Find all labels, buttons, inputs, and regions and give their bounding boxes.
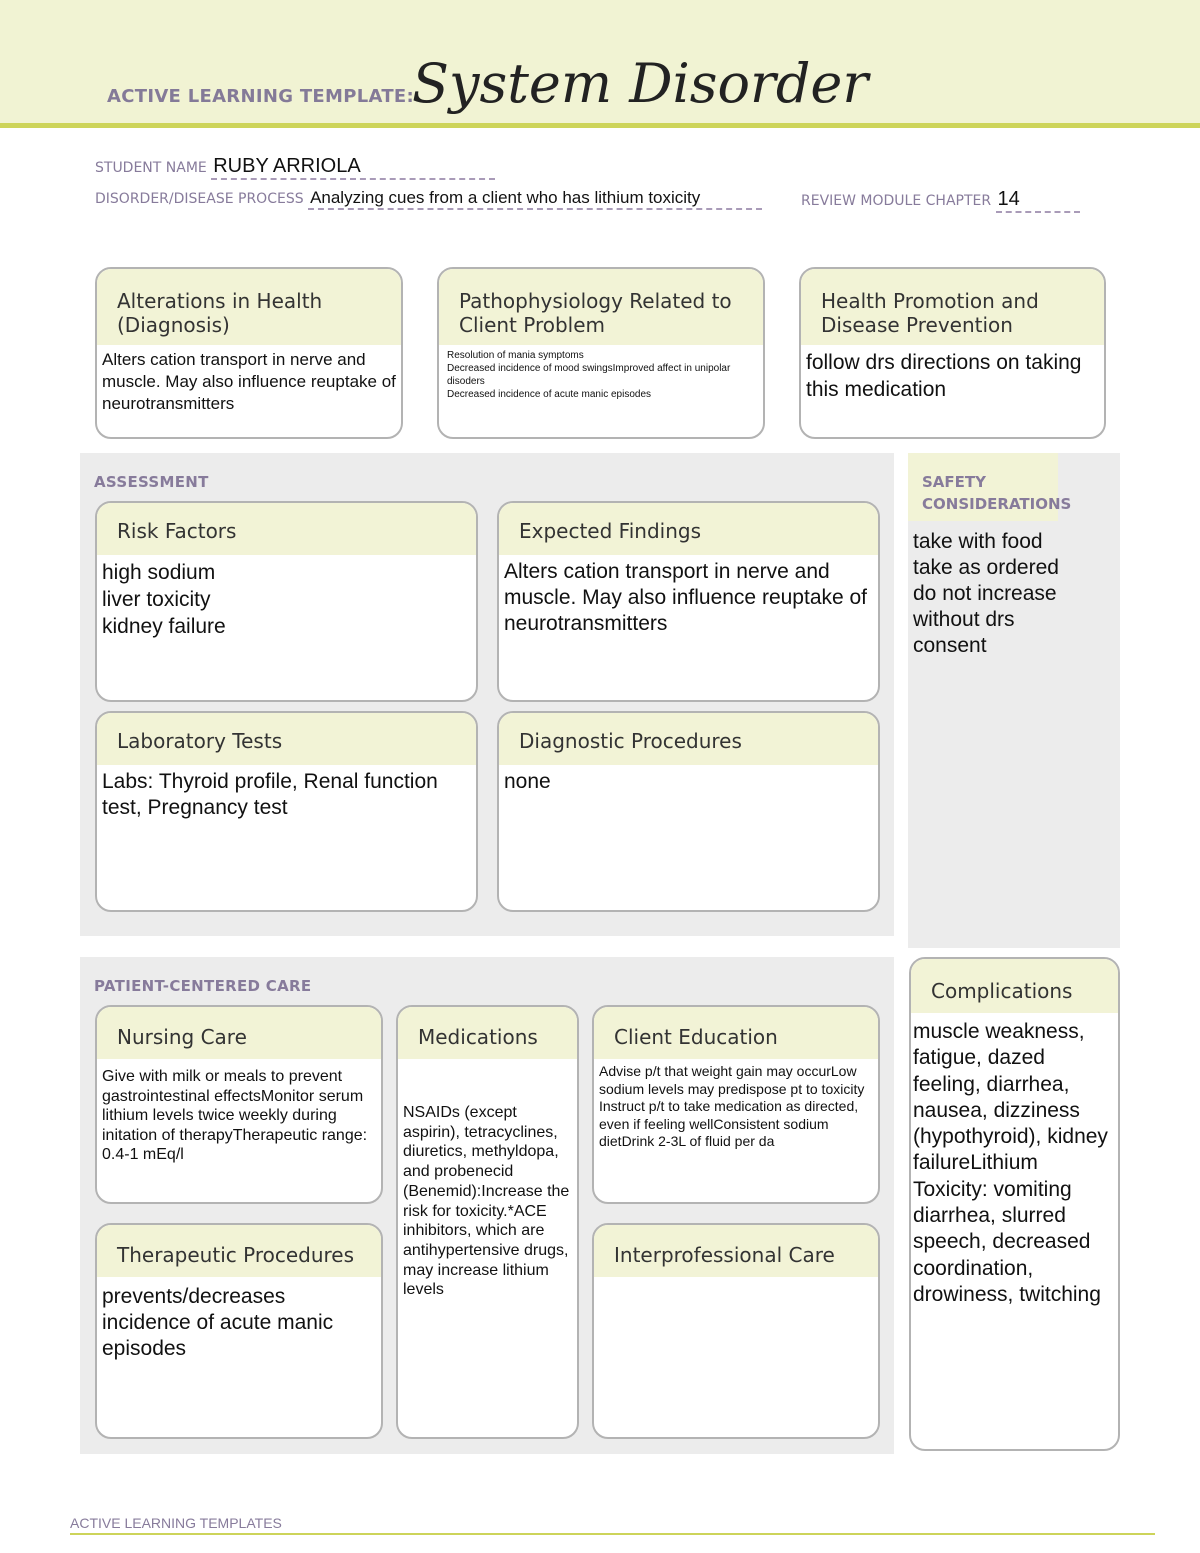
medications-body[interactable]: NSAIDs (except aspirin), tetracyclines, diuretics, methyldopa, and probenecid (Benemid):Increase the risk for toxicity.*ACE inhibitors, which are antihypertensive drugs, may increase lithium levels [403, 1104, 570, 1299]
page-title: System Disorder [412, 52, 869, 115]
lab-tests-body[interactable]: Labs: Thyroid profile, Renal function test, Pregnancy test [102, 770, 438, 819]
chapter-label: REVIEW MODULE CHAPTER [801, 193, 992, 209]
chapter-field[interactable]: 14 [996, 188, 1080, 213]
health-promotion-title: Health Promotion and Disease Prevention [801, 269, 1104, 345]
assessment-label: ASSESSMENT [94, 473, 209, 491]
diagnostic-title: Diagnostic Procedures [499, 713, 878, 765]
safety-item: take with food [913, 530, 1043, 553]
alterations-box [95, 267, 403, 439]
patho-line: Resolution of mania symptoms [447, 350, 584, 361]
disorder-field[interactable]: Analyzing cues from a client who has lithium toxicity [308, 188, 762, 210]
alterations-title: Alterations in Health (Diagnosis) [97, 269, 401, 345]
medications-box [396, 1005, 579, 1439]
disorder-row [95, 188, 762, 210]
risk-factors-title: Risk Factors [97, 503, 476, 555]
expected-findings-box [497, 501, 880, 702]
interprofessional-body[interactable] [594, 1277, 878, 1285]
student-name-row [95, 155, 495, 180]
expected-findings-body[interactable]: Alters cation transport in nerve and muscle. May also influence reuptake of neurotransmitters [504, 560, 868, 635]
safety-label: SAFETY CONSIDERATIONS [908, 453, 1058, 521]
student-name-field[interactable]: RUBY ARRIOLA [211, 155, 495, 180]
safety-body[interactable] [908, 521, 1120, 667]
client-education-box [592, 1005, 880, 1204]
risk-factor: liver toxicity [102, 588, 211, 611]
lab-tests-title: Laboratory Tests [97, 713, 476, 765]
risk-factors-body[interactable] [97, 555, 476, 644]
expected-findings-title: Expected Findings [499, 503, 878, 555]
diagnostic-box [497, 711, 880, 912]
therapeutic-title: Therapeutic Procedures [97, 1225, 381, 1277]
complications-title: Complications [911, 959, 1118, 1013]
safety-item: take as ordered [913, 556, 1059, 579]
chapter-row [801, 188, 1080, 213]
footer-text: ACTIVE LEARNING TEMPLATES [70, 1515, 282, 1531]
patho-line: Decreased incidence of mood swingsImproved affect in unipolar disoders [447, 363, 731, 387]
nursing-care-box [95, 1005, 383, 1204]
therapeutic-box [95, 1223, 383, 1439]
pathophysiology-title: Pathophysiology Related to Client Problem [439, 269, 763, 345]
lab-tests-box [95, 711, 478, 912]
safety-section [908, 453, 1120, 948]
complications-body[interactable]: muscle weakness, fatigue, dazed feeling, diarrhea, nausea, dizziness (hypothyroid), kidney failureLithium Toxicity: vomiting diarrhea, slurred speech, decreased coordination, drowiness, twitching [913, 1020, 1108, 1306]
client-education-title: Client Education [594, 1007, 878, 1059]
safety-item: do not increase without drs consent [913, 582, 1057, 657]
footer-divider [70, 1533, 1155, 1535]
alterations-body[interactable]: Alters cation transport in nerve and muscle. May also influence reuptake of neurotransmitters [102, 350, 396, 413]
risk-factors-box [95, 501, 478, 702]
client-education-body[interactable]: Advise p/t that weight gain may occurLow sodium levels may predispose pt to toxicity Instruct p/t to take medication as directed, even if feeling wellConsistent sodium dietDrink 2-3L of fluid per da [599, 1063, 865, 1149]
therapeutic-body[interactable]: prevents/decreases incidence of acute manic episodes [102, 1285, 334, 1360]
risk-factor: kidney failure [102, 615, 226, 638]
disorder-label: DISORDER/DISEASE PROCESS [95, 191, 304, 207]
health-promotion-body[interactable]: follow drs directions on taking this medication [806, 351, 1082, 401]
nursing-care-title: Nursing Care [97, 1007, 381, 1059]
diagnostic-body[interactable]: none [504, 770, 551, 793]
student-name-label: STUDENT NAME [95, 160, 207, 176]
medications-title: Medications [398, 1007, 577, 1059]
pathophysiology-body[interactable] [439, 345, 763, 405]
patho-line: Decreased incidence of acute manic episodes [447, 389, 652, 400]
risk-factor: high sodium [102, 561, 216, 584]
interprofessional-title: Interprofessional Care [594, 1225, 878, 1277]
pathophysiology-box [437, 267, 765, 439]
health-promotion-box [799, 267, 1106, 439]
interprofessional-box [592, 1223, 880, 1439]
complications-box [909, 957, 1120, 1451]
template-label: ACTIVE LEARNING TEMPLATE: [107, 86, 414, 107]
patient-care-label: PATIENT-CENTERED CARE [94, 977, 312, 995]
nursing-care-body[interactable]: Give with milk or meals to prevent gastrointestinal effectsMonitor serum lithium levels twice weekly during initation of therapyTherapeutic range: 0.4-1 mEq/l [102, 1068, 368, 1163]
